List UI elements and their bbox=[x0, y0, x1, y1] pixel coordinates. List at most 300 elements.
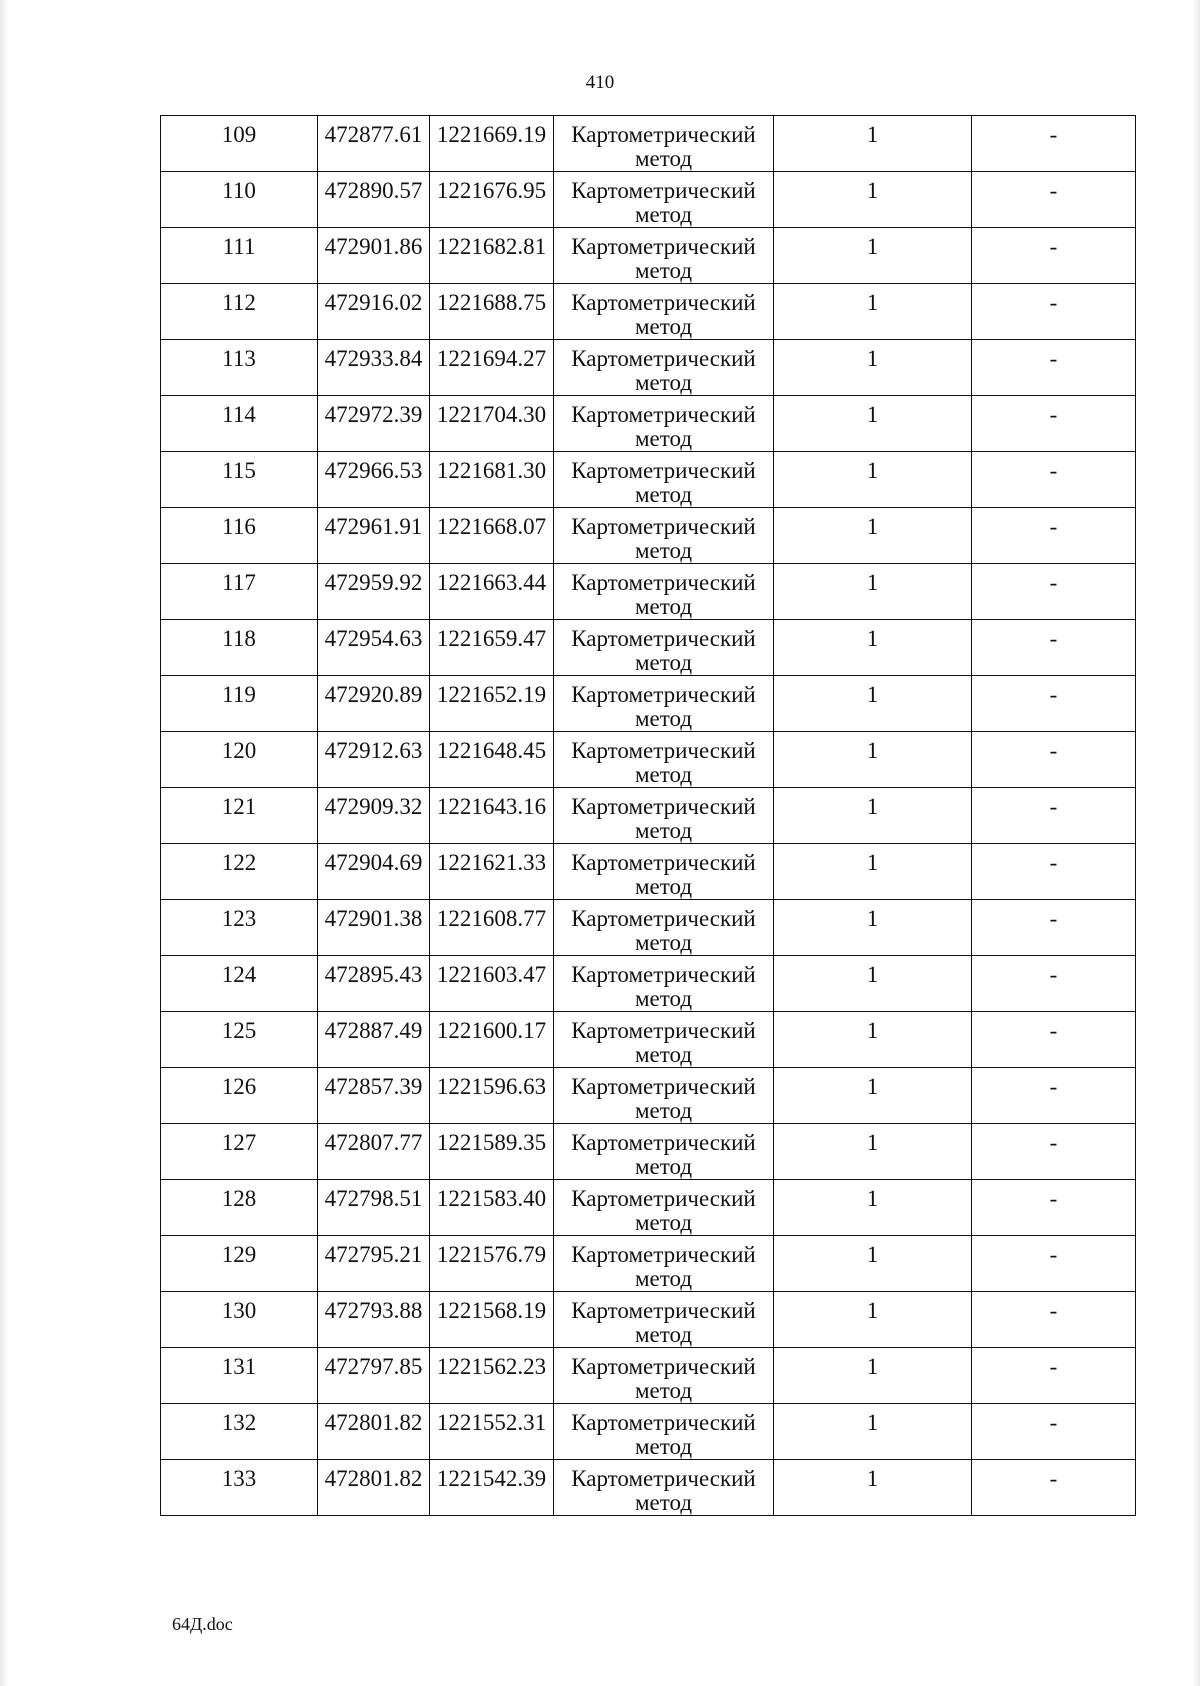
table-row bbox=[161, 788, 1136, 844]
description-text: - bbox=[1049, 1298, 1058, 1323]
accuracy-text: 1 bbox=[866, 1410, 879, 1435]
method-cell bbox=[554, 508, 774, 564]
point-number-text: 128 bbox=[221, 1186, 257, 1211]
point-number-text: 132 bbox=[221, 1410, 257, 1435]
description-text: - bbox=[1049, 1074, 1058, 1099]
table-row bbox=[161, 844, 1136, 900]
point-number-text: 122 bbox=[221, 850, 257, 875]
method-text: Картометрический метод bbox=[571, 1018, 756, 1067]
y-coordinate-cell bbox=[430, 676, 554, 732]
point-number-cell bbox=[161, 228, 318, 284]
description-cell bbox=[972, 508, 1136, 564]
description-cell bbox=[972, 956, 1136, 1012]
y-coordinate-cell bbox=[430, 1180, 554, 1236]
method-cell bbox=[554, 228, 774, 284]
method-text: Картометрический метод bbox=[571, 794, 756, 843]
table-row bbox=[161, 1404, 1136, 1460]
x-coordinate-cell bbox=[318, 676, 430, 732]
point-number-cell bbox=[161, 1180, 318, 1236]
description-text: - bbox=[1049, 1186, 1058, 1211]
point-number-cell bbox=[161, 900, 318, 956]
point-number-text: 112 bbox=[222, 290, 256, 315]
point-number-text: 117 bbox=[222, 570, 256, 595]
y-coordinate-text: 1221576.79 bbox=[436, 1242, 547, 1267]
accuracy-cell bbox=[774, 116, 972, 172]
table-row bbox=[161, 1348, 1136, 1404]
accuracy-cell bbox=[774, 1348, 972, 1404]
method-cell bbox=[554, 172, 774, 228]
method-text: Картометрический метод bbox=[571, 1298, 756, 1347]
table-row bbox=[161, 1012, 1136, 1068]
y-coordinate-cell bbox=[430, 508, 554, 564]
y-coordinate-cell bbox=[430, 228, 554, 284]
y-coordinate-text: 1221552.31 bbox=[436, 1410, 547, 1435]
accuracy-cell bbox=[774, 788, 972, 844]
point-number-cell bbox=[161, 396, 318, 452]
accuracy-text: 1 bbox=[866, 1018, 879, 1043]
description-cell bbox=[972, 676, 1136, 732]
accuracy-text: 1 bbox=[866, 178, 879, 203]
method-text: Картометрический метод bbox=[571, 570, 756, 619]
table-row bbox=[161, 228, 1136, 284]
method-cell bbox=[554, 396, 774, 452]
accuracy-text: 1 bbox=[866, 1242, 879, 1267]
x-coordinate-cell bbox=[318, 900, 430, 956]
method-text: Картометрический метод bbox=[571, 178, 756, 227]
x-coordinate-cell bbox=[318, 1068, 430, 1124]
accuracy-cell bbox=[774, 1068, 972, 1124]
scan-edge-right bbox=[1192, 0, 1200, 1686]
x-coordinate-text: 472920.89 bbox=[324, 682, 423, 707]
point-number-text: 121 bbox=[221, 794, 257, 819]
y-coordinate-cell bbox=[430, 1348, 554, 1404]
method-cell bbox=[554, 956, 774, 1012]
x-coordinate-text: 472793.88 bbox=[324, 1298, 423, 1323]
description-text: - bbox=[1049, 682, 1058, 707]
x-coordinate-cell bbox=[318, 172, 430, 228]
accuracy-text: 1 bbox=[866, 962, 879, 987]
table-row bbox=[161, 284, 1136, 340]
accuracy-text: 1 bbox=[866, 1186, 879, 1211]
y-coordinate-text: 1221676.95 bbox=[436, 178, 547, 203]
description-text: - bbox=[1049, 1354, 1058, 1379]
point-number-text: 130 bbox=[221, 1298, 257, 1323]
x-coordinate-text: 472797.85 bbox=[324, 1354, 423, 1379]
description-cell bbox=[972, 284, 1136, 340]
footer-filename: 64Д.doc bbox=[172, 1614, 233, 1634]
method-text: Картометрический метод bbox=[571, 122, 756, 171]
method-text: Картометрический метод bbox=[571, 1074, 756, 1123]
x-coordinate-cell bbox=[318, 508, 430, 564]
x-coordinate-cell bbox=[318, 396, 430, 452]
description-text: - bbox=[1049, 1466, 1058, 1491]
accuracy-text: 1 bbox=[866, 794, 879, 819]
x-coordinate-text: 472954.63 bbox=[324, 626, 423, 651]
method-cell bbox=[554, 116, 774, 172]
accuracy-text: 1 bbox=[866, 1074, 879, 1099]
description-cell bbox=[972, 396, 1136, 452]
y-coordinate-text: 1221682.81 bbox=[436, 234, 547, 259]
accuracy-cell bbox=[774, 508, 972, 564]
point-number-cell bbox=[161, 172, 318, 228]
y-coordinate-text: 1221583.40 bbox=[436, 1186, 547, 1211]
description-text: - bbox=[1049, 570, 1058, 595]
description-cell bbox=[972, 228, 1136, 284]
method-text: Картометрический метод bbox=[571, 1130, 756, 1179]
table-row bbox=[161, 1124, 1136, 1180]
x-coordinate-text: 472961.91 bbox=[324, 514, 423, 539]
method-cell bbox=[554, 676, 774, 732]
description-cell bbox=[972, 620, 1136, 676]
y-coordinate-cell bbox=[430, 956, 554, 1012]
table-row bbox=[161, 1068, 1136, 1124]
accuracy-text: 1 bbox=[866, 906, 879, 931]
accuracy-cell bbox=[774, 284, 972, 340]
accuracy-cell bbox=[774, 1460, 972, 1516]
y-coordinate-text: 1221648.45 bbox=[436, 738, 547, 763]
y-coordinate-text: 1221608.77 bbox=[436, 906, 547, 931]
point-number-cell bbox=[161, 1236, 318, 1292]
table-row bbox=[161, 620, 1136, 676]
x-coordinate-cell bbox=[318, 228, 430, 284]
x-coordinate-text: 472909.32 bbox=[324, 794, 423, 819]
point-number-text: 113 bbox=[222, 346, 256, 371]
accuracy-text: 1 bbox=[866, 346, 879, 371]
point-number-text: 118 bbox=[222, 626, 256, 651]
x-coordinate-text: 472895.43 bbox=[324, 962, 423, 987]
x-coordinate-cell bbox=[318, 1348, 430, 1404]
description-text: - bbox=[1049, 962, 1058, 987]
table-row bbox=[161, 116, 1136, 172]
table-row bbox=[161, 1236, 1136, 1292]
x-coordinate-text: 472877.61 bbox=[324, 122, 423, 147]
accuracy-text: 1 bbox=[866, 850, 879, 875]
description-cell bbox=[972, 1068, 1136, 1124]
method-text: Картометрический метод bbox=[571, 1410, 756, 1459]
y-coordinate-cell bbox=[430, 844, 554, 900]
x-coordinate-cell bbox=[318, 1124, 430, 1180]
accuracy-cell bbox=[774, 172, 972, 228]
point-number-cell bbox=[161, 732, 318, 788]
method-text: Картометрический метод bbox=[571, 906, 756, 955]
point-number-cell bbox=[161, 340, 318, 396]
method-text: Картометрический метод bbox=[571, 402, 756, 451]
description-cell bbox=[972, 452, 1136, 508]
x-coordinate-text: 472795.21 bbox=[324, 1242, 423, 1267]
point-number-text: 124 bbox=[221, 962, 257, 987]
description-text: - bbox=[1049, 402, 1058, 427]
description-cell bbox=[972, 116, 1136, 172]
description-text: - bbox=[1049, 794, 1058, 819]
x-coordinate-text: 472887.49 bbox=[324, 1018, 423, 1043]
x-coordinate-text: 472801.82 bbox=[324, 1410, 423, 1435]
method-cell bbox=[554, 340, 774, 396]
point-number-text: 127 bbox=[221, 1130, 257, 1155]
y-coordinate-cell bbox=[430, 116, 554, 172]
point-number-text: 110 bbox=[222, 178, 256, 203]
scan-edge-left bbox=[0, 0, 8, 1686]
description-cell bbox=[972, 1292, 1136, 1348]
x-coordinate-cell bbox=[318, 956, 430, 1012]
accuracy-cell bbox=[774, 900, 972, 956]
method-cell bbox=[554, 284, 774, 340]
y-coordinate-text: 1221663.44 bbox=[436, 570, 547, 595]
method-cell bbox=[554, 1404, 774, 1460]
y-coordinate-text: 1221668.07 bbox=[436, 514, 547, 539]
x-coordinate-text: 472972.39 bbox=[324, 402, 423, 427]
point-number-cell bbox=[161, 1348, 318, 1404]
method-text: Картометрический метод bbox=[571, 682, 756, 731]
method-cell bbox=[554, 1236, 774, 1292]
point-number-cell bbox=[161, 284, 318, 340]
point-number-cell bbox=[161, 1124, 318, 1180]
description-cell bbox=[972, 1460, 1136, 1516]
x-coordinate-cell bbox=[318, 1236, 430, 1292]
y-coordinate-cell bbox=[430, 396, 554, 452]
table-row bbox=[161, 1180, 1136, 1236]
y-coordinate-cell bbox=[430, 1236, 554, 1292]
accuracy-text: 1 bbox=[866, 1298, 879, 1323]
accuracy-cell bbox=[774, 844, 972, 900]
x-coordinate-text: 472916.02 bbox=[324, 290, 423, 315]
table-row bbox=[161, 508, 1136, 564]
y-coordinate-text: 1221589.35 bbox=[436, 1130, 547, 1155]
method-cell bbox=[554, 564, 774, 620]
y-coordinate-cell bbox=[430, 1124, 554, 1180]
description-cell bbox=[972, 844, 1136, 900]
description-text: - bbox=[1049, 122, 1058, 147]
y-coordinate-cell bbox=[430, 1404, 554, 1460]
accuracy-text: 1 bbox=[866, 514, 879, 539]
description-cell bbox=[972, 340, 1136, 396]
method-text: Картометрический метод bbox=[571, 458, 756, 507]
x-coordinate-text: 472933.84 bbox=[324, 346, 423, 371]
y-coordinate-text: 1221603.47 bbox=[436, 962, 547, 987]
y-coordinate-cell bbox=[430, 1012, 554, 1068]
y-coordinate-cell bbox=[430, 1460, 554, 1516]
x-coordinate-cell bbox=[318, 732, 430, 788]
description-cell bbox=[972, 1180, 1136, 1236]
table-row bbox=[161, 1292, 1136, 1348]
description-cell bbox=[972, 1236, 1136, 1292]
accuracy-cell bbox=[774, 956, 972, 1012]
x-coordinate-cell bbox=[318, 1180, 430, 1236]
y-coordinate-text: 1221562.23 bbox=[436, 1354, 547, 1379]
point-number-cell bbox=[161, 1292, 318, 1348]
table-row bbox=[161, 172, 1136, 228]
method-cell bbox=[554, 900, 774, 956]
method-text: Картометрический метод bbox=[571, 738, 756, 787]
accuracy-cell bbox=[774, 1292, 972, 1348]
y-coordinate-text: 1221681.30 bbox=[436, 458, 547, 483]
method-cell bbox=[554, 1460, 774, 1516]
x-coordinate-text: 472798.51 bbox=[324, 1186, 423, 1211]
accuracy-text: 1 bbox=[866, 1466, 879, 1491]
method-text: Картометрический метод bbox=[571, 346, 756, 395]
method-cell bbox=[554, 1348, 774, 1404]
y-coordinate-cell bbox=[430, 1292, 554, 1348]
y-coordinate-text: 1221704.30 bbox=[436, 402, 547, 427]
accuracy-cell bbox=[774, 1124, 972, 1180]
description-text: - bbox=[1049, 178, 1058, 203]
description-cell bbox=[972, 788, 1136, 844]
accuracy-cell bbox=[774, 228, 972, 284]
x-coordinate-text: 472890.57 bbox=[324, 178, 423, 203]
method-cell bbox=[554, 620, 774, 676]
y-coordinate-cell bbox=[430, 172, 554, 228]
description-text: - bbox=[1049, 1410, 1058, 1435]
x-coordinate-text: 472959.92 bbox=[324, 570, 423, 595]
accuracy-text: 1 bbox=[866, 682, 879, 707]
description-cell bbox=[972, 564, 1136, 620]
point-number-text: 133 bbox=[221, 1466, 257, 1491]
description-text: - bbox=[1049, 346, 1058, 371]
table-row bbox=[161, 900, 1136, 956]
y-coordinate-text: 1221600.17 bbox=[436, 1018, 547, 1043]
description-text: - bbox=[1049, 290, 1058, 315]
accuracy-text: 1 bbox=[866, 290, 879, 315]
accuracy-text: 1 bbox=[866, 402, 879, 427]
method-text: Картометрический метод bbox=[571, 1466, 756, 1515]
method-text: Картометрический метод bbox=[571, 1186, 756, 1235]
description-cell bbox=[972, 900, 1136, 956]
y-coordinate-cell bbox=[430, 452, 554, 508]
description-cell bbox=[972, 1404, 1136, 1460]
method-cell bbox=[554, 788, 774, 844]
x-coordinate-text: 472904.69 bbox=[324, 850, 423, 875]
accuracy-cell bbox=[774, 452, 972, 508]
description-cell bbox=[972, 172, 1136, 228]
description-text: - bbox=[1049, 626, 1058, 651]
method-text: Картометрический метод bbox=[571, 1354, 756, 1403]
method-cell bbox=[554, 1068, 774, 1124]
point-number-cell bbox=[161, 1460, 318, 1516]
description-text: - bbox=[1049, 234, 1058, 259]
accuracy-text: 1 bbox=[866, 1130, 879, 1155]
y-coordinate-cell bbox=[430, 284, 554, 340]
point-number-text: 111 bbox=[222, 234, 256, 259]
accuracy-cell bbox=[774, 564, 972, 620]
point-number-cell bbox=[161, 116, 318, 172]
accuracy-cell bbox=[774, 396, 972, 452]
point-number-text: 131 bbox=[221, 1354, 257, 1379]
description-cell bbox=[972, 1348, 1136, 1404]
description-text: - bbox=[1049, 514, 1058, 539]
table-row bbox=[161, 396, 1136, 452]
point-number-cell bbox=[161, 1012, 318, 1068]
accuracy-cell bbox=[774, 676, 972, 732]
point-number-cell bbox=[161, 956, 318, 1012]
accuracy-text: 1 bbox=[866, 122, 879, 147]
point-number-cell bbox=[161, 844, 318, 900]
table-row bbox=[161, 676, 1136, 732]
x-coordinate-text: 472901.86 bbox=[324, 234, 423, 259]
x-coordinate-cell bbox=[318, 844, 430, 900]
method-cell bbox=[554, 732, 774, 788]
point-number-cell bbox=[161, 452, 318, 508]
x-coordinate-cell bbox=[318, 788, 430, 844]
x-coordinate-cell bbox=[318, 284, 430, 340]
y-coordinate-text: 1221621.33 bbox=[436, 850, 547, 875]
description-text: - bbox=[1049, 906, 1058, 931]
description-cell bbox=[972, 1124, 1136, 1180]
table-row bbox=[161, 1460, 1136, 1516]
x-coordinate-cell bbox=[318, 1404, 430, 1460]
x-coordinate-cell bbox=[318, 1012, 430, 1068]
method-cell bbox=[554, 1292, 774, 1348]
method-cell bbox=[554, 1180, 774, 1236]
y-coordinate-text: 1221669.19 bbox=[436, 122, 547, 147]
point-number-cell bbox=[161, 676, 318, 732]
point-number-text: 129 bbox=[221, 1242, 257, 1267]
y-coordinate-text: 1221659.47 bbox=[436, 626, 547, 651]
point-number-text: 114 bbox=[222, 402, 256, 427]
accuracy-text: 1 bbox=[866, 458, 879, 483]
page-number: 410 bbox=[585, 72, 615, 93]
accuracy-cell bbox=[774, 1180, 972, 1236]
description-text: - bbox=[1049, 850, 1058, 875]
description-cell bbox=[972, 732, 1136, 788]
x-coordinate-cell bbox=[318, 564, 430, 620]
method-cell bbox=[554, 844, 774, 900]
method-text: Картометрический метод bbox=[571, 290, 756, 339]
y-coordinate-text: 1221568.19 bbox=[436, 1298, 547, 1323]
table-row bbox=[161, 452, 1136, 508]
x-coordinate-text: 472901.38 bbox=[324, 906, 423, 931]
x-coordinate-cell bbox=[318, 1460, 430, 1516]
accuracy-cell bbox=[774, 620, 972, 676]
description-text: - bbox=[1049, 738, 1058, 763]
x-coordinate-cell bbox=[318, 340, 430, 396]
method-cell bbox=[554, 1012, 774, 1068]
point-number-cell bbox=[161, 788, 318, 844]
y-coordinate-text: 1221542.39 bbox=[436, 1466, 547, 1491]
point-number-cell bbox=[161, 1068, 318, 1124]
point-number-text: 123 bbox=[221, 906, 257, 931]
x-coordinate-text: 472857.39 bbox=[324, 1074, 423, 1099]
y-coordinate-cell bbox=[430, 620, 554, 676]
point-number-text: 126 bbox=[221, 1074, 257, 1099]
description-cell bbox=[972, 1012, 1136, 1068]
y-coordinate-cell bbox=[430, 732, 554, 788]
y-coordinate-cell bbox=[430, 900, 554, 956]
x-coordinate-text: 472912.63 bbox=[324, 738, 423, 763]
accuracy-cell bbox=[774, 732, 972, 788]
x-coordinate-cell bbox=[318, 620, 430, 676]
x-coordinate-text: 472966.53 bbox=[324, 458, 423, 483]
y-coordinate-text: 1221596.63 bbox=[436, 1074, 547, 1099]
accuracy-text: 1 bbox=[866, 626, 879, 651]
y-coordinate-text: 1221688.75 bbox=[436, 290, 547, 315]
point-number-text: 109 bbox=[221, 122, 257, 147]
coordinates-table bbox=[160, 115, 1136, 1516]
point-number-cell bbox=[161, 508, 318, 564]
y-coordinate-cell bbox=[430, 788, 554, 844]
y-coordinate-cell bbox=[430, 340, 554, 396]
accuracy-text: 1 bbox=[866, 1354, 879, 1379]
accuracy-text: 1 bbox=[866, 570, 879, 595]
point-number-text: 119 bbox=[222, 682, 256, 707]
y-coordinate-text: 1221643.16 bbox=[436, 794, 547, 819]
y-coordinate-cell bbox=[430, 564, 554, 620]
accuracy-text: 1 bbox=[866, 234, 879, 259]
point-number-text: 116 bbox=[222, 514, 256, 539]
method-text: Картометрический метод bbox=[571, 626, 756, 675]
accuracy-cell bbox=[774, 1404, 972, 1460]
accuracy-text: 1 bbox=[866, 738, 879, 763]
description-text: - bbox=[1049, 1242, 1058, 1267]
x-coordinate-cell bbox=[318, 452, 430, 508]
